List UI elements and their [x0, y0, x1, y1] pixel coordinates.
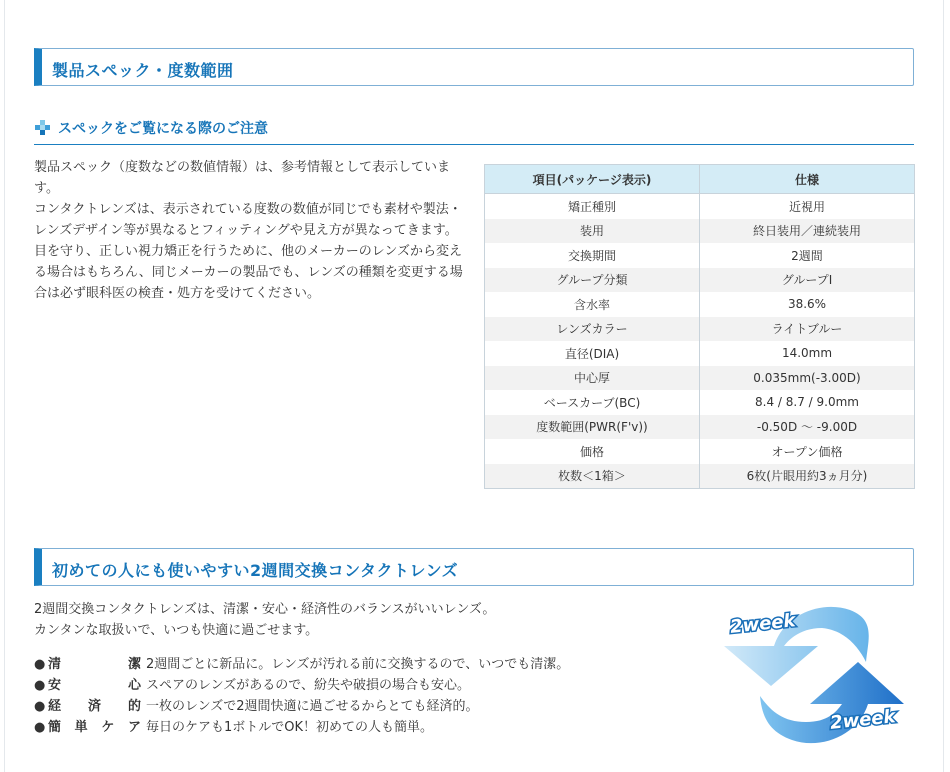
- spec-value: 38.6%: [700, 292, 915, 317]
- spec-value: グループI: [700, 268, 915, 293]
- spec-value: 14.0mm: [700, 341, 915, 366]
- table-row: [485, 194, 915, 219]
- spec-header-item: 項目(パッケージ表示): [485, 165, 700, 194]
- spec-table-header-row: [485, 165, 915, 194]
- spec-label: レンズカラー: [485, 317, 700, 342]
- feature-desc: 一枚のレンズで2週間快適に過ごせるからとても経済的。: [146, 699, 479, 714]
- feature-term: 経済的: [48, 699, 142, 714]
- table-row: [485, 219, 915, 244]
- table-row: [485, 243, 915, 268]
- diamond-bullet-icon: [35, 120, 49, 134]
- spec-label: 価格: [485, 439, 700, 464]
- two-week-intro: [34, 599, 495, 641]
- table-row: [485, 317, 915, 342]
- table-row: [485, 464, 915, 489]
- section-title-two-week: 初めての人にも使いやすい2週間交換コンタクトレンズ: [52, 561, 459, 580]
- two-week-cycle-arrows-icon: [718, 600, 908, 750]
- spec-label: 度数範囲(PWR(F'v)): [485, 415, 700, 440]
- spec-value: 近視用: [700, 194, 915, 219]
- spec-value: -0.50D ～ -9.00D: [700, 415, 915, 440]
- spec-table: [484, 164, 915, 489]
- bullet-icon: ●: [34, 657, 46, 672]
- spec-header-value: 仕様: [700, 165, 915, 194]
- subheading-title: スペックをご覧になる際のご注意: [58, 121, 268, 137]
- cycle-label-top: 2week: [729, 610, 797, 638]
- table-row: [485, 268, 915, 293]
- notice-text: [34, 157, 464, 304]
- section-title-spec: 製品スペック・度数範囲: [52, 61, 234, 80]
- list-item: [34, 696, 569, 717]
- spec-value: 6枚(片眼用約3ヵ月分): [700, 464, 915, 489]
- spec-value: オープン価格: [700, 439, 915, 464]
- spec-label: グループ分類: [485, 268, 700, 293]
- table-row: [485, 439, 915, 464]
- table-row: [485, 390, 915, 415]
- notice-paragraph: 目を守り、正しい視力矯正を行うために、他のメーカーのレンズから変える場合はもちろん、同じメーカーの製品でも、レンズの種類を変更する場合は必ず眼科医の検査・処方を受けてください。: [34, 244, 463, 301]
- list-item: [34, 717, 569, 738]
- spec-label: 交換期間: [485, 243, 700, 268]
- cycle-label-bottom: 2week: [829, 706, 897, 734]
- spec-label: 直径(DIA): [485, 341, 700, 366]
- feature-term: 安心: [48, 678, 142, 693]
- spec-value: 2週間: [700, 243, 915, 268]
- spec-value: 終日装用／連続装用: [700, 219, 915, 244]
- feature-term: 清潔: [48, 657, 142, 672]
- table-row: [485, 341, 915, 366]
- notice-paragraph: 製品スペック（度数などの数値情報）は、参考情報として表示しています。: [34, 160, 451, 196]
- spec-label: 枚数＜1箱＞: [485, 464, 700, 489]
- table-row: [485, 415, 915, 440]
- feature-desc: 毎日のケアも1ボトルでOK！初めての人も簡単。: [146, 720, 434, 735]
- bullet-icon: ●: [34, 720, 46, 735]
- feature-desc: スペアのレンズがあるので、紛失や破損の場合も安心。: [146, 678, 471, 693]
- spec-value: ライトブルー: [700, 317, 915, 342]
- subheading-notice: [34, 112, 914, 145]
- feature-term: 簡単ケア: [48, 720, 142, 735]
- list-item: [34, 654, 569, 675]
- feature-desc: 2週間ごとに新品に。レンズが汚れる前に交換するので、いつでも清潔。: [146, 657, 570, 672]
- bullet-icon: ●: [34, 678, 46, 693]
- bullet-icon: ●: [34, 699, 46, 714]
- spec-value: 8.4 / 8.7 / 9.0mm: [700, 390, 915, 415]
- spec-label: 中心厚: [485, 366, 700, 391]
- table-row: [485, 366, 915, 391]
- spec-label: 矯正種別: [485, 194, 700, 219]
- notice-paragraph: コンタクトレンズは、表示されている度数の数値が同じでも素材や製法・レンズデザイン等が異なるとフィッティングや見え方が異なってきます。: [34, 202, 462, 238]
- intro-line: 2週間交換コンタクトレンズは、清潔・安心・経済性のバランスがいいレンズ。: [34, 602, 496, 617]
- section-header-two-week: [34, 548, 914, 586]
- spec-label: ベースカーブ(BC): [485, 390, 700, 415]
- section-header-spec: [34, 48, 914, 86]
- spec-value: 0.035mm(-3.00D): [700, 366, 915, 391]
- spec-label: 含水率: [485, 292, 700, 317]
- list-item: [34, 675, 569, 696]
- intro-line: カンタンな取扱いで、いつも快適に過ごせます。: [34, 623, 319, 638]
- spec-label: 装用: [485, 219, 700, 244]
- table-row: [485, 292, 915, 317]
- feature-list: [34, 654, 569, 738]
